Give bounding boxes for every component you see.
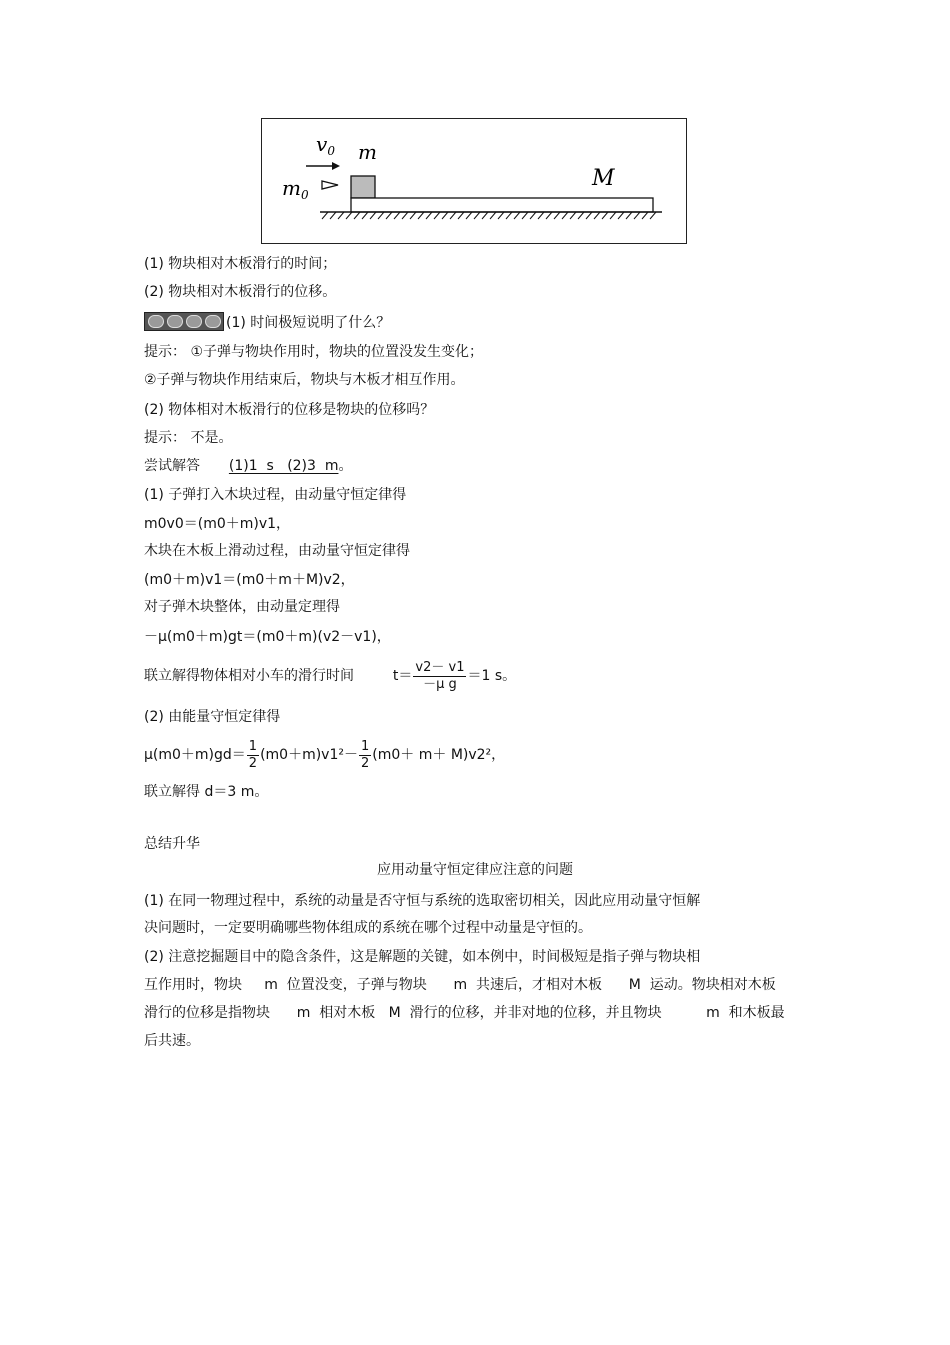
bullet (322, 181, 338, 189)
solution-step-5: (2) 由能量守恒定律得 (144, 709, 281, 725)
summary-p1-line1: (1) 在同一物理过程中，系统的动量是否守恒与系统的选取密切相关，因此应用动量守恒解 (144, 893, 701, 909)
summary-title: 应用动量守恒定律应注意的问题 (377, 862, 573, 878)
m0-label: $m_0$ (282, 176, 309, 202)
question-2: (2) 物块相对木板滑行的位移。 (144, 284, 337, 300)
explore-badge-icon (144, 312, 224, 331)
solution-step-2: 木块在木板上滑动过程，由动量守恒定律得 (144, 543, 410, 559)
eq5-c: (m0＋ m＋ M)v2²， (372, 747, 506, 763)
hint-1: 提示： ①子弹与物块作用时，物块的位置没发生变化； (144, 344, 483, 360)
bullet-block-board-diagram (262, 119, 686, 243)
explore-question-1 (144, 312, 390, 333)
eq4-rhs: ＝1 s。 (467, 668, 517, 684)
equation-4-line (144, 656, 516, 696)
equation-1: m0v0＝(m0＋m)v1， (144, 516, 291, 532)
eq5-a: μ(m0＋m)gd＝ (144, 747, 246, 763)
arrow-head (332, 162, 340, 170)
answer-line (144, 456, 352, 476)
summary-p2-line1: (2) 注意挖掘题目中的隐含条件，这是解题的关键，如本例中，时间极短是指子弹与物块相 (144, 949, 701, 965)
half-num-2: 1 (361, 738, 370, 754)
summary-p2-line3: 滑行的位移是指物块 m 相对木板 M 滑行的位移，并非对地的位移，并且物块 m 和木板最 (144, 1005, 785, 1021)
summary-p1-line2: 决问题时，一定要明确哪些物体组成的系统在哪个过程中动量是守恒的。 (144, 920, 592, 936)
answer-value: (1)1 s (2)3 m (228, 458, 339, 474)
hint-3: 提示： 不是。 (144, 430, 233, 446)
half-fraction-2 (359, 739, 371, 772)
time-denominator: －μ g (423, 676, 457, 692)
question-1: (1) 物块相对木板滑行的时间； (144, 256, 337, 272)
solution-step-1: (1) 子弹打入木块过程，由动量守恒定律得 (144, 487, 407, 503)
ground-hatching (322, 212, 656, 219)
board-M (351, 198, 653, 212)
equation-5-line (144, 735, 505, 775)
summary-heading: 总结升华 (144, 836, 200, 852)
summary-p2-line2: 互作用时，物块 m 位置没变，子弹与物块 m 共速后，才相对木板 M 运动。物块相对木板 (144, 977, 776, 993)
hint-2: ②子弹与物块作用结束后，物块与木板才相互作用。 (144, 372, 465, 388)
half-den-2: 2 (361, 755, 370, 771)
solution-step-6: 联立解得 d＝3 m。 (144, 784, 269, 800)
eq4-lhs: t＝ (392, 668, 413, 684)
half-fraction-1 (247, 739, 259, 772)
equation-2: (m0＋m)v1＝(m0＋m＋M)v2， (144, 572, 355, 588)
physics-figure (261, 118, 687, 244)
summary-p2-line4: 后共速。 (144, 1033, 200, 1049)
solution-step-3: 对子弹木块整体，由动量定理得 (144, 599, 340, 615)
M-label: M (592, 166, 615, 191)
time-numerator: v2－ v1 (415, 659, 465, 675)
v0-label: $v_0$ (316, 132, 335, 158)
solution-step-4: 联立解得物体相对小车的滑行时间 (144, 668, 354, 684)
m-label: m (358, 140, 377, 164)
answer-tail: 。 (338, 458, 353, 474)
time-fraction (413, 660, 466, 693)
eq5-b: (m0＋m)v1²－ (260, 747, 358, 763)
equation-3: －μ(m0＋m)gt＝(m0＋m)(v2－v1)， (144, 629, 391, 645)
half-num-1: 1 (248, 738, 258, 754)
answer-label: 尝试解答 (144, 458, 200, 474)
block-m (351, 176, 375, 198)
explore-q1-text: (1) 时间极短说明了什么？ (226, 315, 391, 331)
explore-question-2: (2) 物体相对木板滑行的位移是物块的位移吗？ (144, 402, 435, 418)
half-den-1: 2 (248, 755, 258, 771)
